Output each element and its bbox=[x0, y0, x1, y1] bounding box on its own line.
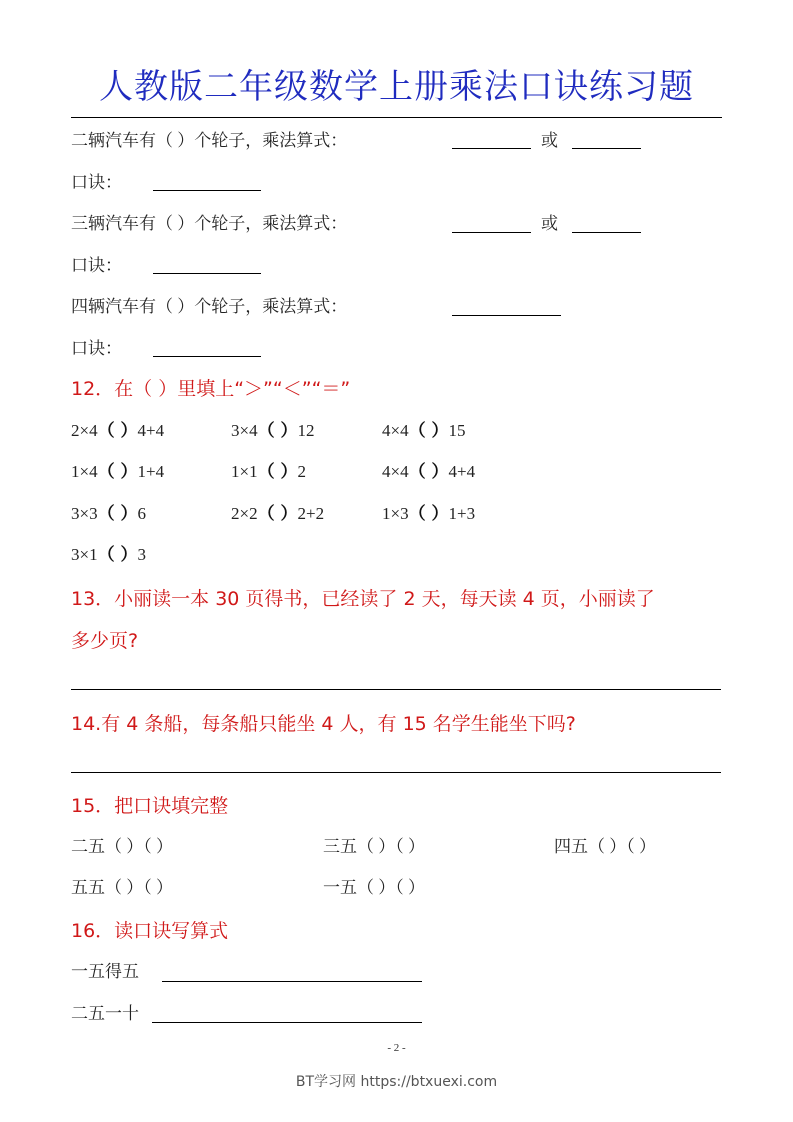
kou-label: 口诀： bbox=[71, 339, 122, 358]
answer-blank[interactable] bbox=[572, 232, 641, 233]
answer-blank[interactable] bbox=[153, 273, 261, 274]
compare-left: 3×1 bbox=[71, 545, 98, 564]
answer-blank[interactable] bbox=[153, 356, 261, 357]
rhyme-label: 一五得五 bbox=[71, 962, 139, 981]
answer-blank[interactable] bbox=[153, 190, 261, 191]
compare-blank[interactable]: （ ） bbox=[408, 462, 449, 482]
rhyme-fill-item[interactable]: 二五（ ）（ ） bbox=[71, 837, 173, 856]
rhyme-fill-item[interactable]: 四五（ ）（ ） bbox=[554, 837, 656, 856]
compare-right: 2+2 bbox=[297, 504, 325, 523]
compare-right: 1+3 bbox=[448, 504, 476, 523]
answer-blank[interactable] bbox=[452, 315, 561, 316]
compare-right: 3 bbox=[137, 545, 147, 564]
rhyme-fill-item[interactable]: 三五（ ）（ ） bbox=[323, 837, 425, 856]
rhyme-fill-item[interactable]: 五五（ ）（ ） bbox=[71, 878, 173, 897]
compare-right: 6 bbox=[137, 504, 147, 523]
compare-right: 12 bbox=[297, 421, 315, 440]
answer-blank[interactable] bbox=[572, 148, 641, 149]
compare-item bbox=[231, 459, 306, 485]
title-rule bbox=[71, 117, 722, 118]
compare-right: 4+4 bbox=[137, 421, 165, 440]
compare-right: 15 bbox=[448, 421, 466, 440]
compare-item bbox=[382, 418, 466, 444]
q12-heading: 12．在（ ）里填上“＞”“＜”“＝” bbox=[71, 378, 351, 400]
compare-item bbox=[382, 459, 475, 485]
compare-item bbox=[231, 501, 324, 527]
compare-left: 1×4 bbox=[71, 462, 98, 481]
car-question-2: 二辆汽车有（ ）个轮子，乘法算式： bbox=[71, 131, 348, 150]
compare-blank[interactable]: （ ） bbox=[408, 421, 449, 441]
compare-right: 2 bbox=[297, 462, 307, 481]
q13-question-cont: 多少页? bbox=[71, 630, 139, 652]
compare-blank[interactable]: （ ） bbox=[97, 462, 138, 482]
compare-blank[interactable]: （ ） bbox=[97, 421, 138, 441]
car-question-3: 三辆汽车有（ ）个轮子，乘法算式： bbox=[71, 214, 348, 233]
compare-blank[interactable]: （ ） bbox=[257, 504, 298, 524]
answer-line[interactable] bbox=[71, 772, 721, 773]
rhyme-fill-item[interactable]: 一五（ ）（ ） bbox=[323, 878, 425, 897]
site-footer: BT学习网 https://btxuexi.com bbox=[295, 1074, 498, 1090]
compare-right: 1+4 bbox=[137, 462, 165, 481]
car-question-4: 四辆汽车有（ ）个轮子，乘法算式： bbox=[71, 297, 348, 316]
compare-right: 4+4 bbox=[448, 462, 476, 481]
answer-blank[interactable] bbox=[152, 1022, 422, 1023]
compare-left: 1×1 bbox=[231, 462, 258, 481]
compare-left: 3×4 bbox=[231, 421, 258, 440]
kou-label: 口诀： bbox=[71, 173, 122, 192]
q13-question: 13．小丽读一本 30 页得书，已经读了 2 天，每天读 4 页，小丽读了 bbox=[71, 588, 655, 610]
q14-question: 14.有 4 条船，每条船只能坐 4 人，有 15 名学生能坐下吗? bbox=[71, 713, 576, 735]
answer-blank[interactable] bbox=[452, 232, 531, 233]
kou-label: 口诀： bbox=[71, 256, 122, 275]
compare-item bbox=[382, 501, 475, 527]
page-title: 人教版二年级数学上册乘法口诀练习题 bbox=[99, 67, 694, 107]
or-label: 或 bbox=[541, 214, 558, 233]
answer-line[interactable] bbox=[71, 689, 721, 690]
compare-left: 4×4 bbox=[382, 462, 409, 481]
compare-left: 3×3 bbox=[71, 504, 98, 523]
page-number: - 2 - bbox=[387, 1042, 406, 1054]
compare-item bbox=[71, 418, 164, 444]
compare-blank[interactable]: （ ） bbox=[97, 545, 138, 565]
compare-item bbox=[71, 459, 164, 485]
compare-left: 4×4 bbox=[382, 421, 409, 440]
compare-blank[interactable]: （ ） bbox=[97, 504, 138, 524]
compare-left: 1×3 bbox=[382, 504, 409, 523]
compare-blank[interactable]: （ ） bbox=[257, 421, 298, 441]
compare-left: 2×4 bbox=[71, 421, 98, 440]
rhyme-label: 二五一十 bbox=[71, 1004, 139, 1023]
q16-heading: 16．读口诀写算式 bbox=[71, 920, 229, 942]
compare-item bbox=[71, 542, 146, 568]
compare-blank[interactable]: （ ） bbox=[257, 462, 298, 482]
answer-blank[interactable] bbox=[452, 148, 531, 149]
or-label: 或 bbox=[541, 131, 558, 150]
compare-blank[interactable]: （ ） bbox=[408, 504, 449, 524]
compare-left: 2×2 bbox=[231, 504, 258, 523]
compare-item bbox=[231, 418, 315, 444]
compare-item bbox=[71, 501, 146, 527]
q15-heading: 15．把口诀填完整 bbox=[71, 795, 229, 817]
answer-blank[interactable] bbox=[162, 981, 422, 982]
